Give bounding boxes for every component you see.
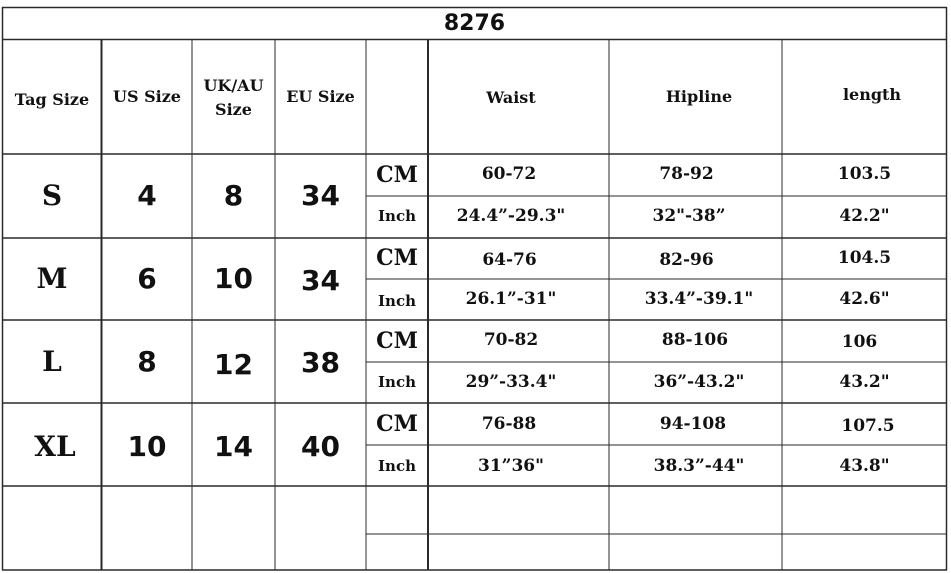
length-cm-value: 104.5 [837,247,892,268]
waist-cm-value: 60-72 [481,164,537,185]
header-tag-size: Tag Size [14,90,90,109]
hip-inch-value: 33.4”-39.1" [644,288,754,309]
unit-cm-label: CM [376,161,418,188]
tag-size-cell: M [36,262,68,295]
us-size-cell: 10 [127,430,167,463]
unit-inch-label: Inch [378,456,416,475]
tag-size-cell: XL [34,430,76,463]
tag-size-cell: L [42,344,62,378]
unit-cm-label: CM [376,327,418,354]
length-cm-value: 107.5 [841,416,895,437]
us-size-cell: 4 [137,179,157,212]
eu-size-cell: 38 [301,346,340,379]
ukau-size-cell: 10 [214,262,253,295]
header-us-size: US Size [113,87,181,106]
waist-inch-value: 26.1”-31" [465,288,557,309]
header-hipline: Hipline [665,87,733,106]
waist-inch-value: 31”36" [478,456,544,477]
hip-cm-value: 78-92 [659,164,714,185]
eu-size-cell: 34 [301,179,340,212]
hip-cm-value: 82-96 [659,249,714,270]
eu-size-cell: 34 [301,264,340,297]
header-ukau-line2: Size [215,100,252,119]
header-eu-size: EU Size [286,87,355,106]
header-length: length [842,85,902,104]
waist-cm-value: 76-88 [481,414,537,435]
length-cm-value: 106 [841,332,878,353]
header-unit [366,57,428,137]
waist-cm-value: 70-82 [483,330,539,351]
unit-cm-label: CM [376,245,418,271]
waist-inch-value: 29”-33.4" [465,371,557,392]
hip-inch-value: 32"-38” [652,206,726,227]
unit-inch-label: Inch [378,292,416,311]
eu-size-cell: 40 [301,430,340,463]
header-ukau-size [192,58,275,138]
us-size-cell: 6 [137,262,157,295]
length-inch-value: 42.2" [839,206,890,227]
length-inch-value: 42.6" [839,288,890,309]
length-inch-value: 43.8" [839,456,890,477]
waist-cm-value: 64-76 [482,249,537,270]
unit-inch-label: Inch [378,206,416,225]
header-waist: Waist [486,88,536,107]
length-inch-value: 43.2" [839,371,890,392]
hip-cm-value: 94-108 [659,414,727,435]
unit-cm-label: CM [376,410,418,437]
hip-inch-value: 38.3”-44" [653,456,745,477]
length-cm-value: 103.5 [837,164,892,185]
us-size-cell: 8 [137,344,157,378]
ukau-size-cell: 14 [214,430,253,463]
tag-size-cell: S [41,179,63,212]
waist-inch-value: 24.4”-29.3" [456,206,566,227]
ukau-size-cell: 8 [223,179,244,212]
hip-inch-value: 36”-43.2" [653,371,745,392]
ukau-size-cell: 12 [214,347,253,381]
unit-inch-label: Inch [378,373,416,392]
chart-title: 8276 [443,10,506,36]
header-ukau-line1: UK/AU [203,76,264,95]
hip-cm-value: 88-106 [661,330,729,351]
